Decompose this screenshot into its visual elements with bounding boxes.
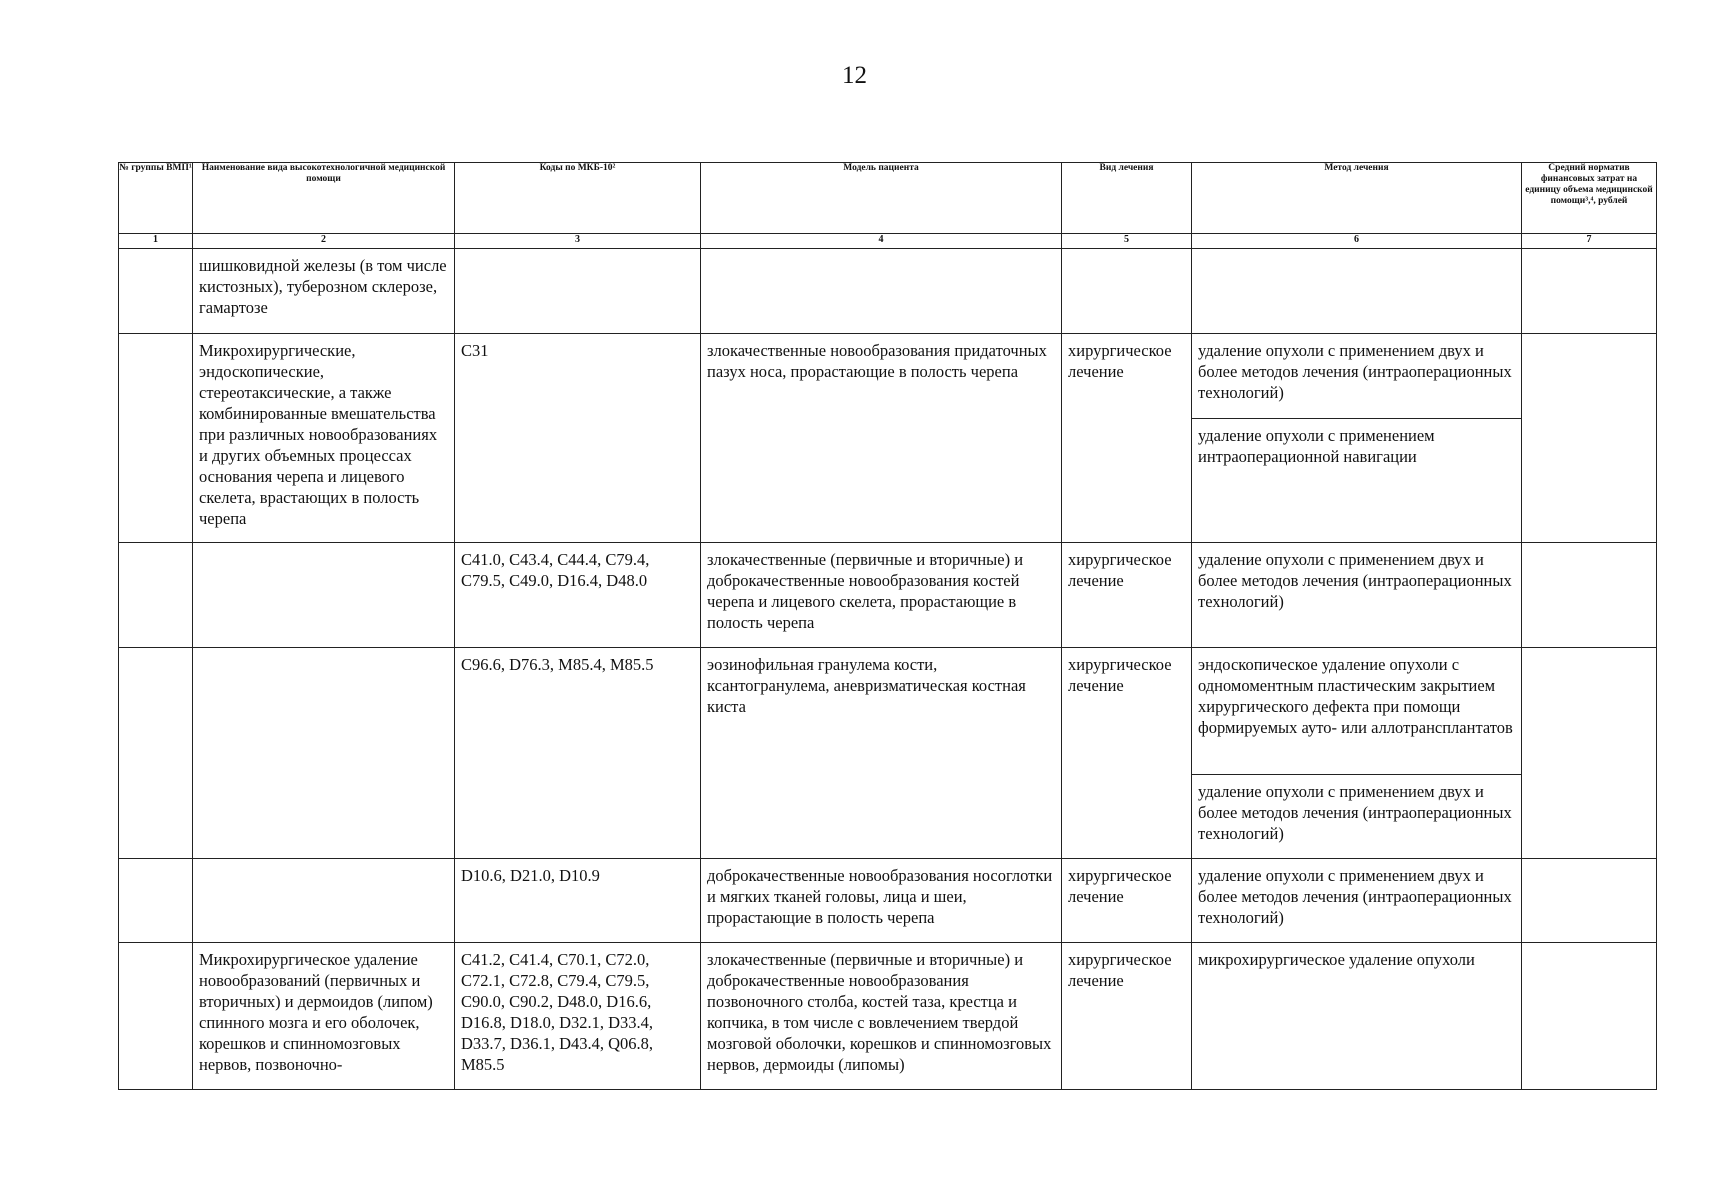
cell-treatment [1062,249,1192,334]
table-row [119,943,1657,1090]
cell-cost [1522,943,1657,1090]
cell-codes [455,249,701,334]
column-number-row [119,234,1657,249]
table-row [119,859,1657,943]
cell-group [119,334,193,543]
cell-model: злокачественные (первичные и вторичные) и доброкачественные новообразования позвоночного столба, костей таза, крестца и копчика, в том числе с вовлечением твердой мозговой оболочки, корешков и спинномозговых нервов, дермоиды (липомы) [701,943,1062,1090]
cell-name [193,648,455,859]
cell-codes: D10.6, D21.0, D10.9 [455,859,701,943]
cell-group [119,249,193,334]
cell-method [1192,334,1522,543]
cell-cost [1522,334,1657,543]
cell-method: удаление опухоли с применением двух и более методов лечения (интраоперационных технологий) [1192,543,1522,648]
method-item: удаление опухоли с применением двух и более методов лечения (интраоперационных технологий) [1192,774,1521,850]
cell-treatment: хирургическое лечение [1062,648,1192,859]
table-row [119,334,1657,543]
cell-codes: C41.2, C41.4, C70.1, C72.0, C72.1, C72.8, C79.4, C79.5, C90.0, C90.2, D48.0, D16.6, D16.8, D18.0, D32.1, D33.4, D33.7, D36.1, D43.4, Q06.8, M85.5 [455,943,701,1090]
table-row [119,648,1657,859]
cell-treatment: хирургическое лечение [1062,859,1192,943]
column-number: 5 [1062,234,1192,249]
vmp-table [118,162,1657,1090]
method-item: удаление опухоли с применением двух и более методов лечения (интраоперационных технологий) [1198,341,1512,402]
column-number: 3 [455,234,701,249]
column-number: 6 [1192,234,1522,249]
column-number: 7 [1522,234,1657,249]
cell-cost [1522,859,1657,943]
cell-cost [1522,249,1657,334]
cell-group [119,543,193,648]
cell-codes: C31 [455,334,701,543]
column-number: 4 [701,234,1062,249]
header-row [119,163,1657,234]
cell-group [119,943,193,1090]
page-number: 12 [842,62,867,89]
cell-model: доброкачественные новообразования носоглотки и мягких тканей головы, лица и шеи, прорастающие в полость черепа [701,859,1062,943]
cell-method [1192,249,1522,334]
cell-method [1192,648,1522,859]
cell-cost [1522,648,1657,859]
column-number: 2 [193,234,455,249]
header-codes: Коды по МКБ-10² [455,163,701,234]
header-treatment: Вид лечения [1062,163,1192,234]
cell-name: шишковидной железы (в том числе кистозных), туберозном склерозе, гамартозе [193,249,455,334]
cell-group [119,648,193,859]
cell-cost [1522,543,1657,648]
cell-model: эозинофильная гранулема кости, ксантогранулема, аневризматическая костная киста [701,648,1062,859]
cell-model: злокачественные (первичные и вторичные) и доброкачественные новообразования костей черепа и лицевого скелета, прорастающие в полость черепа [701,543,1062,648]
header-cost: Средний норматив финансовых затрат на единицу объема медицинской помощи³,⁴, рублей [1522,163,1657,234]
cell-name: Микрохирургические, эндоскопические, стереотаксические, а также комбинированные вмешательства при различных новообразованиях и других объемных процессах основания черепа и лицевого скелета, врастающих в полость черепа [193,334,455,543]
header-name: Наименование вида высокотехнологичной медицинской помощи [193,163,455,234]
cell-method: удаление опухоли с применением двух и более методов лечения (интраоперационных технологий) [1192,859,1522,943]
cell-treatment: хирургическое лечение [1062,334,1192,543]
cell-treatment: хирургическое лечение [1062,543,1192,648]
column-number: 1 [119,234,193,249]
table-row [119,249,1657,334]
table-row [119,543,1657,648]
header-model: Модель пациента [701,163,1062,234]
cell-name: Микрохирургическое удаление новообразований (первичных и вторичных) и дермоидов (липом) спинного мозга и его оболочек, корешков и спинномозговых нервов, позвоночно- [193,943,455,1090]
cell-method: микрохирургическое удаление опухоли [1192,943,1522,1090]
cell-group [119,859,193,943]
method-item: эндоскопическое удаление опухоли с одномоментным пластическим закрытием хирургического дефекта при помощи формируемых ауто- или аллотрансплантатов [1198,655,1513,737]
cell-name [193,543,455,648]
cell-codes: C41.0, C43.4, C44.4, C79.4, C79.5, C49.0, D16.4, D48.0 [455,543,701,648]
cell-model [701,249,1062,334]
cell-codes: C96.6, D76.3, M85.4, M85.5 [455,648,701,859]
cell-name [193,859,455,943]
method-item: удаление опухоли с применением интраоперационной навигации [1192,418,1521,473]
cell-model: злокачественные новообразования придаточных пазух носа, прорастающие в полость черепа [701,334,1062,543]
header-method: Метод лечения [1192,163,1522,234]
cell-treatment: хирургическое лечение [1062,943,1192,1090]
header-group: № группы ВМП¹ [119,163,193,234]
